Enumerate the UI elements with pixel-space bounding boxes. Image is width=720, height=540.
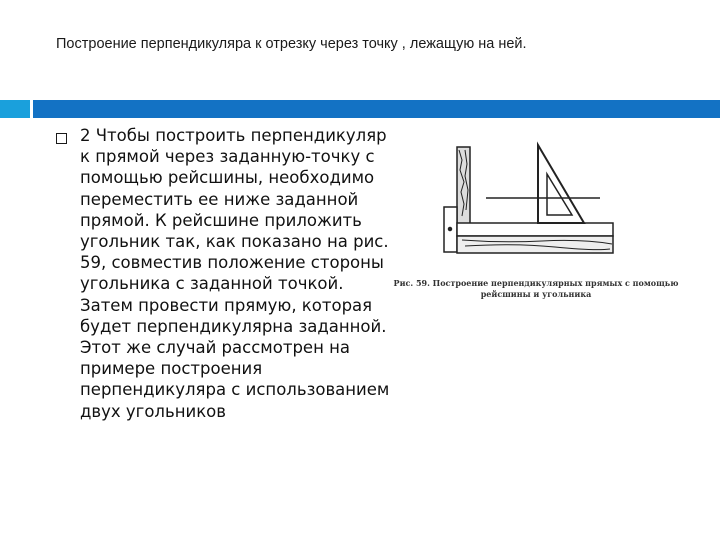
caption-line-2: рейсшины и угольника (480, 289, 592, 299)
triangle (538, 145, 584, 223)
board-edge (457, 147, 470, 224)
figure-caption (386, 278, 686, 300)
accent-bar-light (0, 100, 30, 118)
bullet-square-icon (56, 133, 67, 144)
figure-drawing (380, 120, 700, 270)
board-lower (457, 236, 613, 253)
t-square-rail (457, 223, 613, 236)
accent-bar-dark (33, 100, 720, 118)
bullet-text: 2 Чтобы построить перпендикуляр к прямой через заданную-точку с помощью рейсшины, необходимо переместить ее ниже заданной прямой. К рейсшине приложить угольник так, как показано на рис. 59, совместив положение стороны угольника с заданной точкой. Затем провести прямую, которая будет перпендикулярна заданной. Этот же случай рассмотрен на примере построения перпендикуляра с использованием двух угольников (80, 126, 390, 421)
caption-line-1: Рис. 59. Построение перпендикулярных прямых с помощью (393, 278, 679, 288)
slide-title: Построение перпендикуляра к отрезку через точку , лежащую на ней. (56, 36, 527, 52)
